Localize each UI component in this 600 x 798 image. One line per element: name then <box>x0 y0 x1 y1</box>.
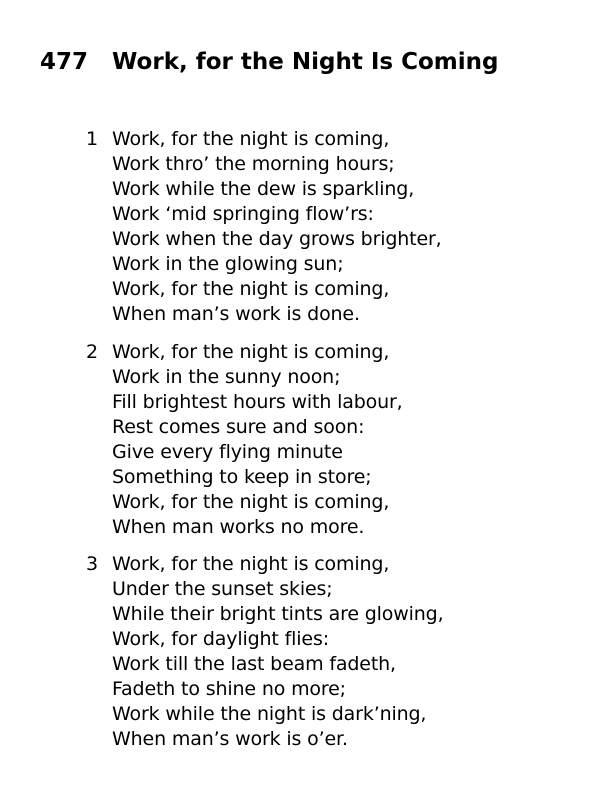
verse-lines <box>112 552 586 752</box>
verse-line: Work, for the night is coming, <box>112 490 390 513</box>
verse-line: Work when the day grows brighter, <box>112 228 442 250</box>
verse-line: Work, for the night is coming, <box>112 278 390 300</box>
verse-1 <box>86 127 586 327</box>
verse-number: 2 <box>86 340 99 363</box>
verse-line: Work ‘mid springing flow’rs: <box>112 203 374 225</box>
verse-number: 1 <box>86 128 99 150</box>
verse-line: Work while the night is dark’ning, <box>112 703 427 725</box>
verse-lines <box>112 127 586 327</box>
verse-line: When man’s work is o’er. <box>112 728 348 750</box>
verse-number: 3 <box>86 553 99 575</box>
hymn-header <box>40 46 498 78</box>
verse-3 <box>86 552 586 752</box>
verse-line: Rest comes sure and soon: <box>112 415 365 438</box>
verse-line: Work while the dew is sparkling, <box>112 178 415 200</box>
verse-line: Work, for the night is coming, <box>112 553 390 575</box>
verse-2 <box>86 340 586 540</box>
verse-line: Under the sunset skies; <box>112 578 333 600</box>
hymn-title: Work, for the Night Is Coming <box>112 49 499 75</box>
verse-line: Work in the sunny noon; <box>112 365 341 388</box>
verse-line: Work, for the night is coming, <box>112 128 390 150</box>
verses <box>86 127 586 765</box>
verse-line: Work till the last beam fadeth, <box>112 653 396 675</box>
verse-line: Work, for the night is coming, <box>112 340 390 363</box>
verse-line: Give every flying minute <box>112 440 343 463</box>
verse-lines <box>112 340 586 540</box>
verse-line: Fadeth to shine no more; <box>112 678 346 700</box>
verse-line: While their bright tints are glowing, <box>112 603 444 625</box>
verse-line: Work in the glowing sun; <box>112 253 344 275</box>
verse-line: When man’s work is done. <box>112 303 360 325</box>
verse-line: Fill brightest hours with labour, <box>112 390 403 413</box>
verse-line: Work, for daylight flies: <box>112 628 329 650</box>
verse-line: Work thro’ the morning hours; <box>112 153 395 175</box>
verse-line: When man works no more. <box>112 515 365 538</box>
verse-line: Something to keep in store; <box>112 465 372 488</box>
hymn-number: 477 <box>40 49 89 75</box>
